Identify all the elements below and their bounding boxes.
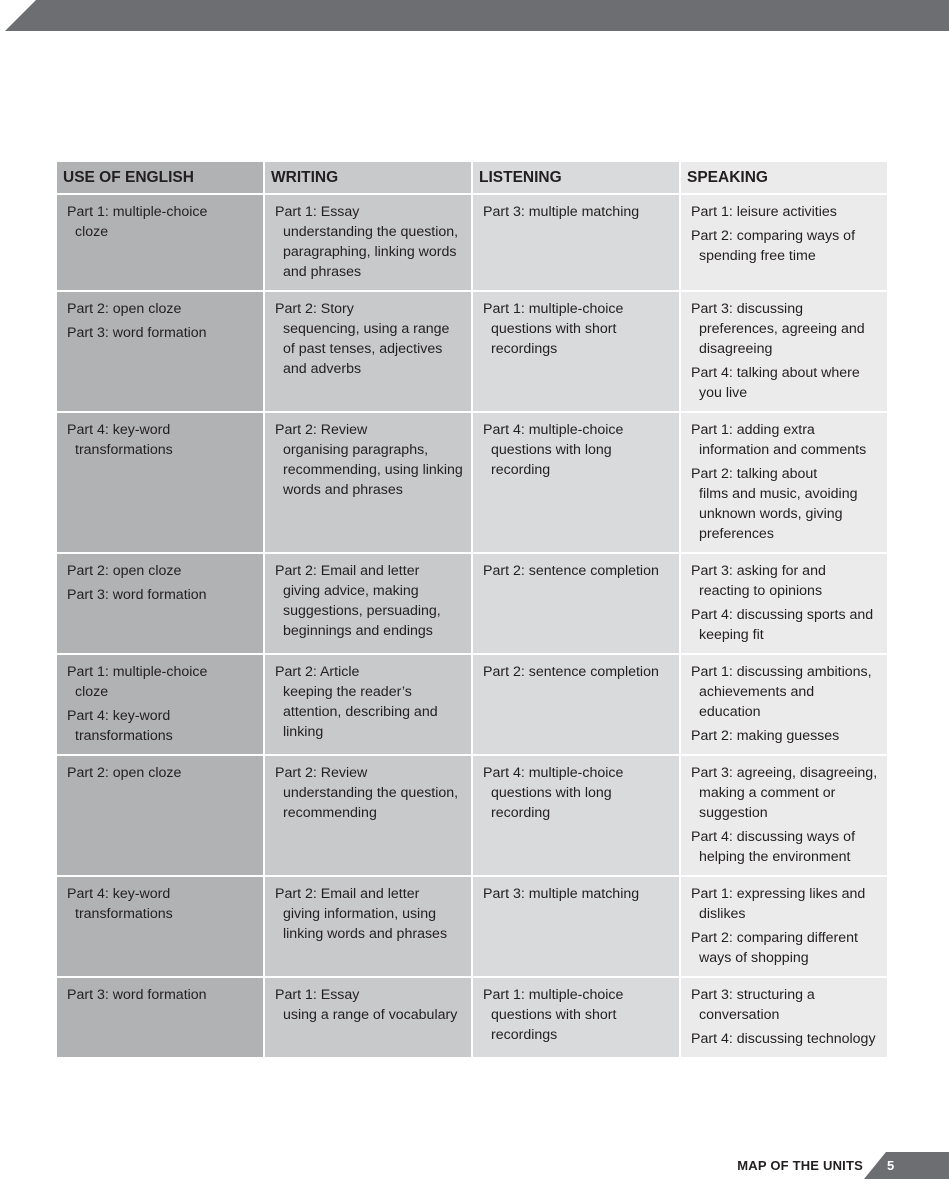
- cell-entry: [67, 662, 255, 702]
- entry-description: making a comment or suggestion: [699, 785, 836, 821]
- table-row: [57, 655, 887, 756]
- entry-part-label: Part 1: discussing ambitions,: [691, 664, 872, 680]
- cell-listening: [473, 978, 679, 1059]
- cell-listening: [473, 877, 679, 978]
- cell-speaking: [681, 292, 887, 413]
- entry-part-label: Part 1: expressing likes and: [691, 886, 866, 902]
- cell-use-of-english: [57, 554, 263, 655]
- entry-part-label: Part 4: key-word: [67, 886, 171, 902]
- entry-part-label: Part 2: Review: [275, 765, 368, 781]
- entry-description: you live: [699, 385, 748, 401]
- entry-description: films and music, avoiding unknown words, giving preferences: [699, 486, 858, 542]
- entry-part-label: Part 1: Essay: [275, 204, 360, 220]
- cell-entry: [691, 464, 879, 544]
- cell-speaking: [681, 554, 887, 655]
- cell-use-of-english: [57, 655, 263, 756]
- entry-part-label: Part 2: Article: [275, 664, 360, 680]
- cell-entry: [483, 763, 671, 823]
- entry-part-label: Part 3: structuring a: [691, 987, 815, 1003]
- cell-entry: [691, 202, 879, 222]
- entry-description: dislikes: [699, 906, 746, 922]
- entry-part-label: Part 2: talking about: [691, 466, 818, 482]
- entry-part-label: Part 2: comparing different: [691, 930, 858, 946]
- entry-description: understanding the question, paragraphing, linking words and phrases: [283, 224, 459, 280]
- cell-speaking: [681, 877, 887, 978]
- entry-description: keeping the reader’s attention, describing and linking: [283, 684, 438, 740]
- entry-description: cloze: [75, 684, 109, 700]
- table-row: [57, 554, 887, 655]
- page-number: 5: [887, 1158, 895, 1173]
- entry-part-label: Part 2: sentence completion: [483, 664, 659, 680]
- cell-writing: [265, 195, 471, 292]
- cell-use-of-english: [57, 195, 263, 292]
- entry-part-label: Part 2: open cloze: [67, 563, 182, 579]
- cell-entry: [691, 420, 879, 460]
- entry-description: giving information, using linking words and phrases: [283, 906, 448, 942]
- top-corner-cut: [0, 0, 36, 36]
- entry-description: keeping fit: [699, 627, 764, 643]
- entry-part-label: Part 2: open cloze: [67, 301, 182, 317]
- entry-part-label: Part 1: adding extra: [691, 422, 815, 438]
- table-body: [57, 195, 887, 1059]
- cell-entry: [691, 726, 879, 746]
- cell-use-of-english: [57, 978, 263, 1059]
- top-banner: [0, 0, 949, 31]
- cell-entry: [483, 985, 671, 1045]
- entry-description: achievements and education: [699, 684, 815, 720]
- cell-entry: [691, 827, 879, 867]
- cell-entry: [67, 323, 255, 343]
- entry-part-label: Part 1: multiple-choice: [67, 204, 208, 220]
- cell-speaking: [681, 756, 887, 877]
- entry-part-label: Part 3: asking for and: [691, 563, 826, 579]
- cell-entry: [483, 420, 671, 480]
- cell-entry: [275, 763, 463, 823]
- cell-entry: [67, 985, 255, 1005]
- entry-description: questions with short recordings: [491, 1007, 617, 1043]
- entry-part-label: Part 3: multiple matching: [483, 886, 640, 902]
- entry-description: questions with long recording: [491, 442, 612, 478]
- entry-part-label: Part 2: Story: [275, 301, 354, 317]
- cell-entry: [691, 363, 879, 403]
- cell-entry: [483, 884, 671, 904]
- cell-entry: [275, 985, 463, 1025]
- cell-listening: [473, 554, 679, 655]
- cell-entry: [691, 561, 879, 601]
- cell-listening: [473, 756, 679, 877]
- header-use-of-english: USE OF ENGLISH: [57, 162, 263, 195]
- cell-writing: [265, 756, 471, 877]
- entry-part-label: Part 4: discussing sports and: [691, 607, 874, 623]
- entry-part-label: Part 3: agreeing, disagreeing,: [691, 765, 878, 781]
- cell-speaking: [681, 413, 887, 554]
- cell-use-of-english: [57, 413, 263, 554]
- cell-entry: [67, 299, 255, 319]
- cell-entry: [483, 202, 671, 222]
- entry-part-label: Part 2: making guesses: [691, 728, 840, 744]
- units-map-table: [55, 162, 889, 1059]
- entry-description: questions with long recording: [491, 785, 612, 821]
- entry-part-label: Part 4: discussing technology: [691, 1031, 876, 1047]
- cell-writing: [265, 978, 471, 1059]
- footer-section-label: MAP OF THE UNITS: [737, 1158, 863, 1173]
- cell-entry: [483, 561, 671, 581]
- entry-description: helping the environment: [699, 849, 851, 865]
- cell-listening: [473, 413, 679, 554]
- entry-part-label: Part 2: open cloze: [67, 765, 182, 781]
- cell-writing: [265, 413, 471, 554]
- cell-use-of-english: [57, 756, 263, 877]
- cell-entry: [67, 420, 255, 460]
- entry-description: cloze: [75, 224, 109, 240]
- cell-entry: [691, 763, 879, 823]
- cell-writing: [265, 292, 471, 413]
- cell-listening: [473, 195, 679, 292]
- entry-part-label: Part 1: Essay: [275, 987, 360, 1003]
- cell-entry: [691, 226, 879, 266]
- cell-speaking: [681, 978, 887, 1059]
- entry-part-label: Part 3: discussing: [691, 301, 803, 317]
- entry-description: transformations: [75, 442, 173, 458]
- entry-part-label: Part 2: sentence completion: [483, 563, 659, 579]
- cell-entry: [275, 884, 463, 944]
- entry-part-label: Part 2: Email and letter: [275, 563, 420, 579]
- entry-description: reacting to opinions: [699, 583, 823, 599]
- entry-part-label: Part 3: word formation: [67, 587, 207, 603]
- entry-description: understanding the question, recommending: [283, 785, 459, 821]
- entry-description: transformations: [75, 728, 173, 744]
- cell-entry: [691, 985, 879, 1025]
- entry-description: information and comments: [699, 442, 867, 458]
- cell-entry: [275, 561, 463, 641]
- entry-part-label: Part 4: key-word: [67, 708, 171, 724]
- entry-part-label: Part 2: Email and letter: [275, 886, 420, 902]
- entry-part-label: Part 2: comparing ways of: [691, 228, 856, 244]
- table-row: [57, 756, 887, 877]
- header-listening: LISTENING: [473, 162, 679, 195]
- header-speaking: SPEAKING: [681, 162, 887, 195]
- entry-part-label: Part 4: key-word: [67, 422, 171, 438]
- cell-entry: [275, 662, 463, 742]
- header-writing: WRITING: [265, 162, 471, 195]
- cell-entry: [691, 662, 879, 722]
- cell-entry: [483, 299, 671, 359]
- cell-entry: [275, 202, 463, 282]
- entry-part-label: Part 4: discussing ways of: [691, 829, 856, 845]
- entry-description: organising paragraphs, recommending, using linking words and phrases: [283, 442, 463, 498]
- cell-entry: [67, 884, 255, 924]
- entry-description: using a range of vocabulary: [283, 1007, 458, 1023]
- cell-entry: [67, 585, 255, 605]
- table-row: [57, 195, 887, 292]
- entry-part-label: Part 3: multiple matching: [483, 204, 640, 220]
- entry-part-label: Part 4: multiple-choice: [483, 422, 624, 438]
- cell-entry: [275, 299, 463, 379]
- entry-part-label: Part 2: Review: [275, 422, 368, 438]
- cell-entry: [691, 928, 879, 968]
- entry-part-label: Part 1: multiple-choice: [67, 664, 208, 680]
- table-row: [57, 877, 887, 978]
- cell-writing: [265, 877, 471, 978]
- cell-use-of-english: [57, 877, 263, 978]
- cell-entry: [67, 763, 255, 783]
- cell-listening: [473, 292, 679, 413]
- entry-description: preferences, agreeing and disagreeing: [699, 321, 865, 357]
- cell-entry: [691, 1029, 879, 1049]
- cell-entry: [691, 884, 879, 924]
- cell-entry: [483, 662, 671, 682]
- cell-entry: [67, 561, 255, 581]
- cell-entry: [691, 605, 879, 645]
- page-number-tab: [864, 1152, 949, 1179]
- entry-description: sequencing, using a range of past tenses, adjectives and adverbs: [283, 321, 450, 377]
- entry-part-label: Part 1: multiple-choice: [483, 301, 624, 317]
- entry-description: ways of shopping: [699, 950, 809, 966]
- header-row: [57, 162, 887, 195]
- cell-use-of-english: [57, 292, 263, 413]
- table-row: [57, 292, 887, 413]
- entry-description: questions with short recordings: [491, 321, 617, 357]
- cell-entry: [691, 299, 879, 359]
- cell-entry: [67, 706, 255, 746]
- entry-description: conversation: [699, 1007, 780, 1023]
- entry-part-label: Part 4: talking about where: [691, 365, 860, 381]
- entry-part-label: Part 1: multiple-choice: [483, 987, 624, 1003]
- cell-entry: [275, 420, 463, 500]
- cell-writing: [265, 655, 471, 756]
- cell-speaking: [681, 195, 887, 292]
- entry-part-label: Part 3: word formation: [67, 987, 207, 1003]
- entry-description: spending free time: [699, 248, 816, 264]
- entry-part-label: Part 3: word formation: [67, 325, 207, 341]
- cell-entry: [67, 202, 255, 242]
- table-row: [57, 413, 887, 554]
- entry-part-label: Part 1: leisure activities: [691, 204, 837, 220]
- cell-writing: [265, 554, 471, 655]
- entry-part-label: Part 4: multiple-choice: [483, 765, 624, 781]
- cell-listening: [473, 655, 679, 756]
- entry-description: giving advice, making suggestions, persuading, beginnings and endings: [283, 583, 441, 639]
- table-row: [57, 978, 887, 1059]
- entry-description: transformations: [75, 906, 173, 922]
- cell-speaking: [681, 655, 887, 756]
